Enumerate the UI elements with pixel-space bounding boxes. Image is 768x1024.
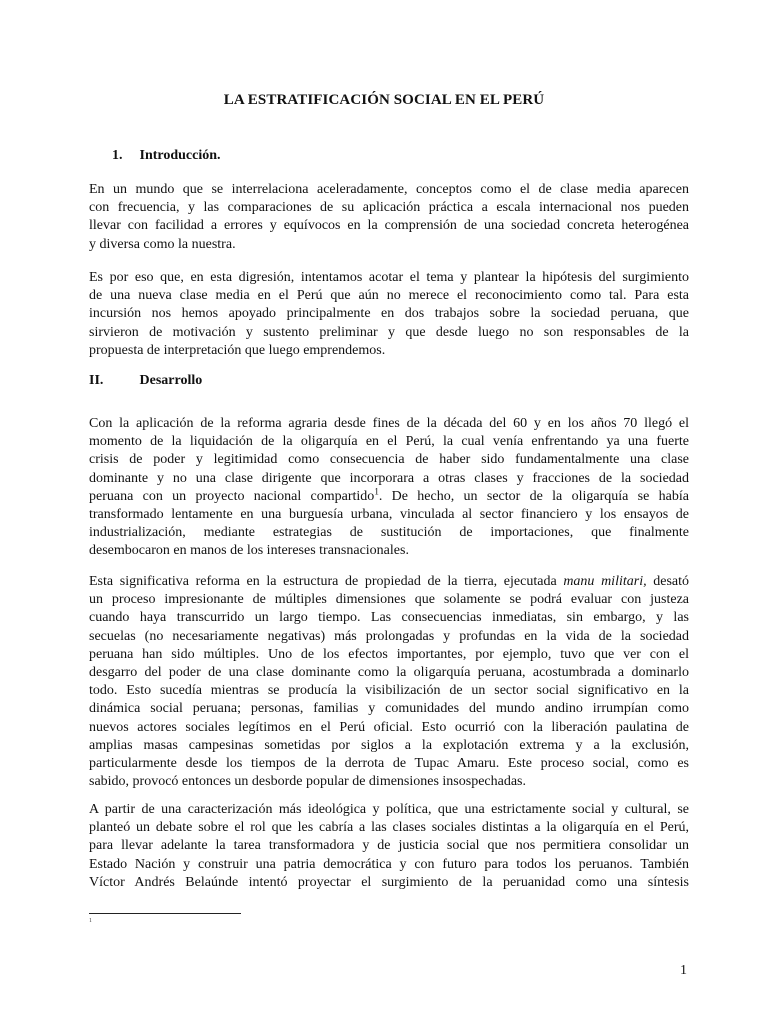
text-line: industrialización, mediante estrategias de sustitución de importaciones, que finalmente (89, 525, 689, 541)
text-line (89, 488, 689, 506)
text-line: cuando haya transcurrido un largo tiempo. Las consecuencias inmediatas, sin embargo, y las (89, 610, 689, 626)
footnote-reference[interactable]: 1 (374, 486, 379, 497)
section-number: 1. (112, 148, 123, 163)
text-line: nuevos actores sociales legítimos en el Perú oficial. Esto ocurrió con la liberación paulatina de (89, 719, 689, 735)
section-number: II. (89, 373, 104, 388)
text-line: transformado lentamente en una burguesía urbana, vinculada al sector financiero y los ensayos de (89, 507, 689, 523)
text-line: sabido, provocó entonces un desborde popular de dimensiones insospechadas. (89, 774, 527, 790)
text-line: secuelas (no necesariamente negativas) más prolongadas y profundas en la vida de la sociedad (89, 628, 689, 644)
text-line: con frecuencia, y las comparaciones de su aplicación práctica a escala internacional nos pueden (89, 200, 689, 216)
text-line: propuesta de interpretación que luego emprendemos. (89, 342, 386, 358)
text-line: sirvieron de motivación y sustento preliminar y que desde luego no son responsables de la (89, 324, 689, 340)
paragraph-intro-1 (89, 181, 689, 254)
paragraph-desarrollo-2 (89, 573, 689, 791)
text-line: dominante y no una clase dirigente que incorporara a otras clases y fracciones de la sociedad (89, 470, 689, 486)
italic-term: manu militari, (563, 574, 647, 589)
text-line: para llevar adelante la tarea transformadora y de justicia social que nos permitiera consolidar un (89, 838, 689, 854)
section-heading-desarrollo (89, 373, 202, 389)
text-fragment: Esta significativa reforma en la estructura de propiedad de la tierra, ejecutada (89, 574, 564, 589)
document-title: LA ESTRATIFICACIÓN SOCIAL EN EL PERÚ (223, 92, 545, 108)
text-fragment: desató (646, 574, 690, 589)
footnote-marker: 1 (89, 918, 92, 924)
text-line: crisis de poder y legitimidad como consecuencia de haber sido fundamentalmente una clase (89, 452, 689, 468)
text-line: Con la aplicación de la reforma agraria desde fines de la década del 60 y en los años 70 llegó el (89, 416, 689, 431)
text-line: peruana han sido múltiples. Uno de los efectos importantes, por ejemplo, tuvo que ver con el (89, 646, 689, 662)
text-line: llevar con facilidad a errores y equívocos en la comprensión de una sociedad concreta heterogénea (89, 218, 689, 234)
section-title: Introducción. (139, 148, 221, 163)
text-line: particularmente desde los tiempos de la derrota de Tupac Amaru. Este proceso social, como es (89, 756, 689, 772)
text-line: dinámica social peruana; personas, familias y comunidades del mundo andino irrumpían como (89, 701, 689, 717)
paragraph-desarrollo-1 (89, 415, 689, 561)
text-line: incursión nos hemos apoyado principalmente en dos trabajos sobre la sociedad peruana, que (89, 306, 689, 322)
text-line: Es por eso que, en esta digresión, intentamos acotar el tema y plantear la hipótesis del surgimiento (89, 270, 689, 285)
text-line: desgarro del poder de una clase dominante como la oligarquía peruana, acostumbrada a dominarlo (89, 665, 689, 681)
text-line: momento de la liquidación de la oligarquía en el Perú, la cual venía enfrentando ya una fuerte (89, 434, 689, 450)
text-line: planteó un debate sobre el rol que les cabría a las clases sociales distintas a la oligarquía en el Perú, (89, 820, 689, 836)
text-line: amplias masas campesinas sometidas por siglos a la explotación extrema y a la exclusión, (89, 737, 689, 753)
text-line: un proceso impresionante de múltiples dimensiones que solamente se podrá evaluar con justeza (89, 592, 689, 608)
paragraph-desarrollo-3 (89, 801, 689, 892)
text-line: A partir de una caracterización más ideológica y política, que una estrictamente social y cultural, se (89, 802, 689, 817)
text-line: Estado Nación y construir una patria democrática y con futuro para todos los peruanos. También (89, 856, 689, 872)
section-heading-introduccion (112, 148, 221, 164)
text-line: de una nueva clase media en el Perú que aún no merece el reconocimiento como tal. Para esta (89, 288, 689, 304)
text-fragment: peruana con un proyecto nacional compartido (89, 488, 375, 504)
page-number: 1 (680, 963, 687, 978)
text-line: En un mundo que se interrelaciona aceleradamente, conceptos como el de clase media aparecen (89, 182, 689, 197)
text-line (89, 573, 689, 591)
text-line: todo. Esto sucedía mientras se producía la visibilización de un sector social significativo en la (89, 683, 689, 699)
text-line: Víctor Andrés Belaúnde intentó proyectar el surgimiento de la peruanidad como una síntesis (89, 874, 689, 890)
text-line: desembocaron en manos de los intereses transnacionales. (89, 543, 409, 559)
footnote-separator (89, 913, 241, 914)
text-fragment: . De hecho, un sector de la oligarquía se había (378, 488, 689, 504)
paragraph-intro-2 (89, 269, 689, 360)
text-line: y diversa como la nuestra. (89, 236, 236, 252)
section-title: Desarrollo (139, 373, 203, 388)
